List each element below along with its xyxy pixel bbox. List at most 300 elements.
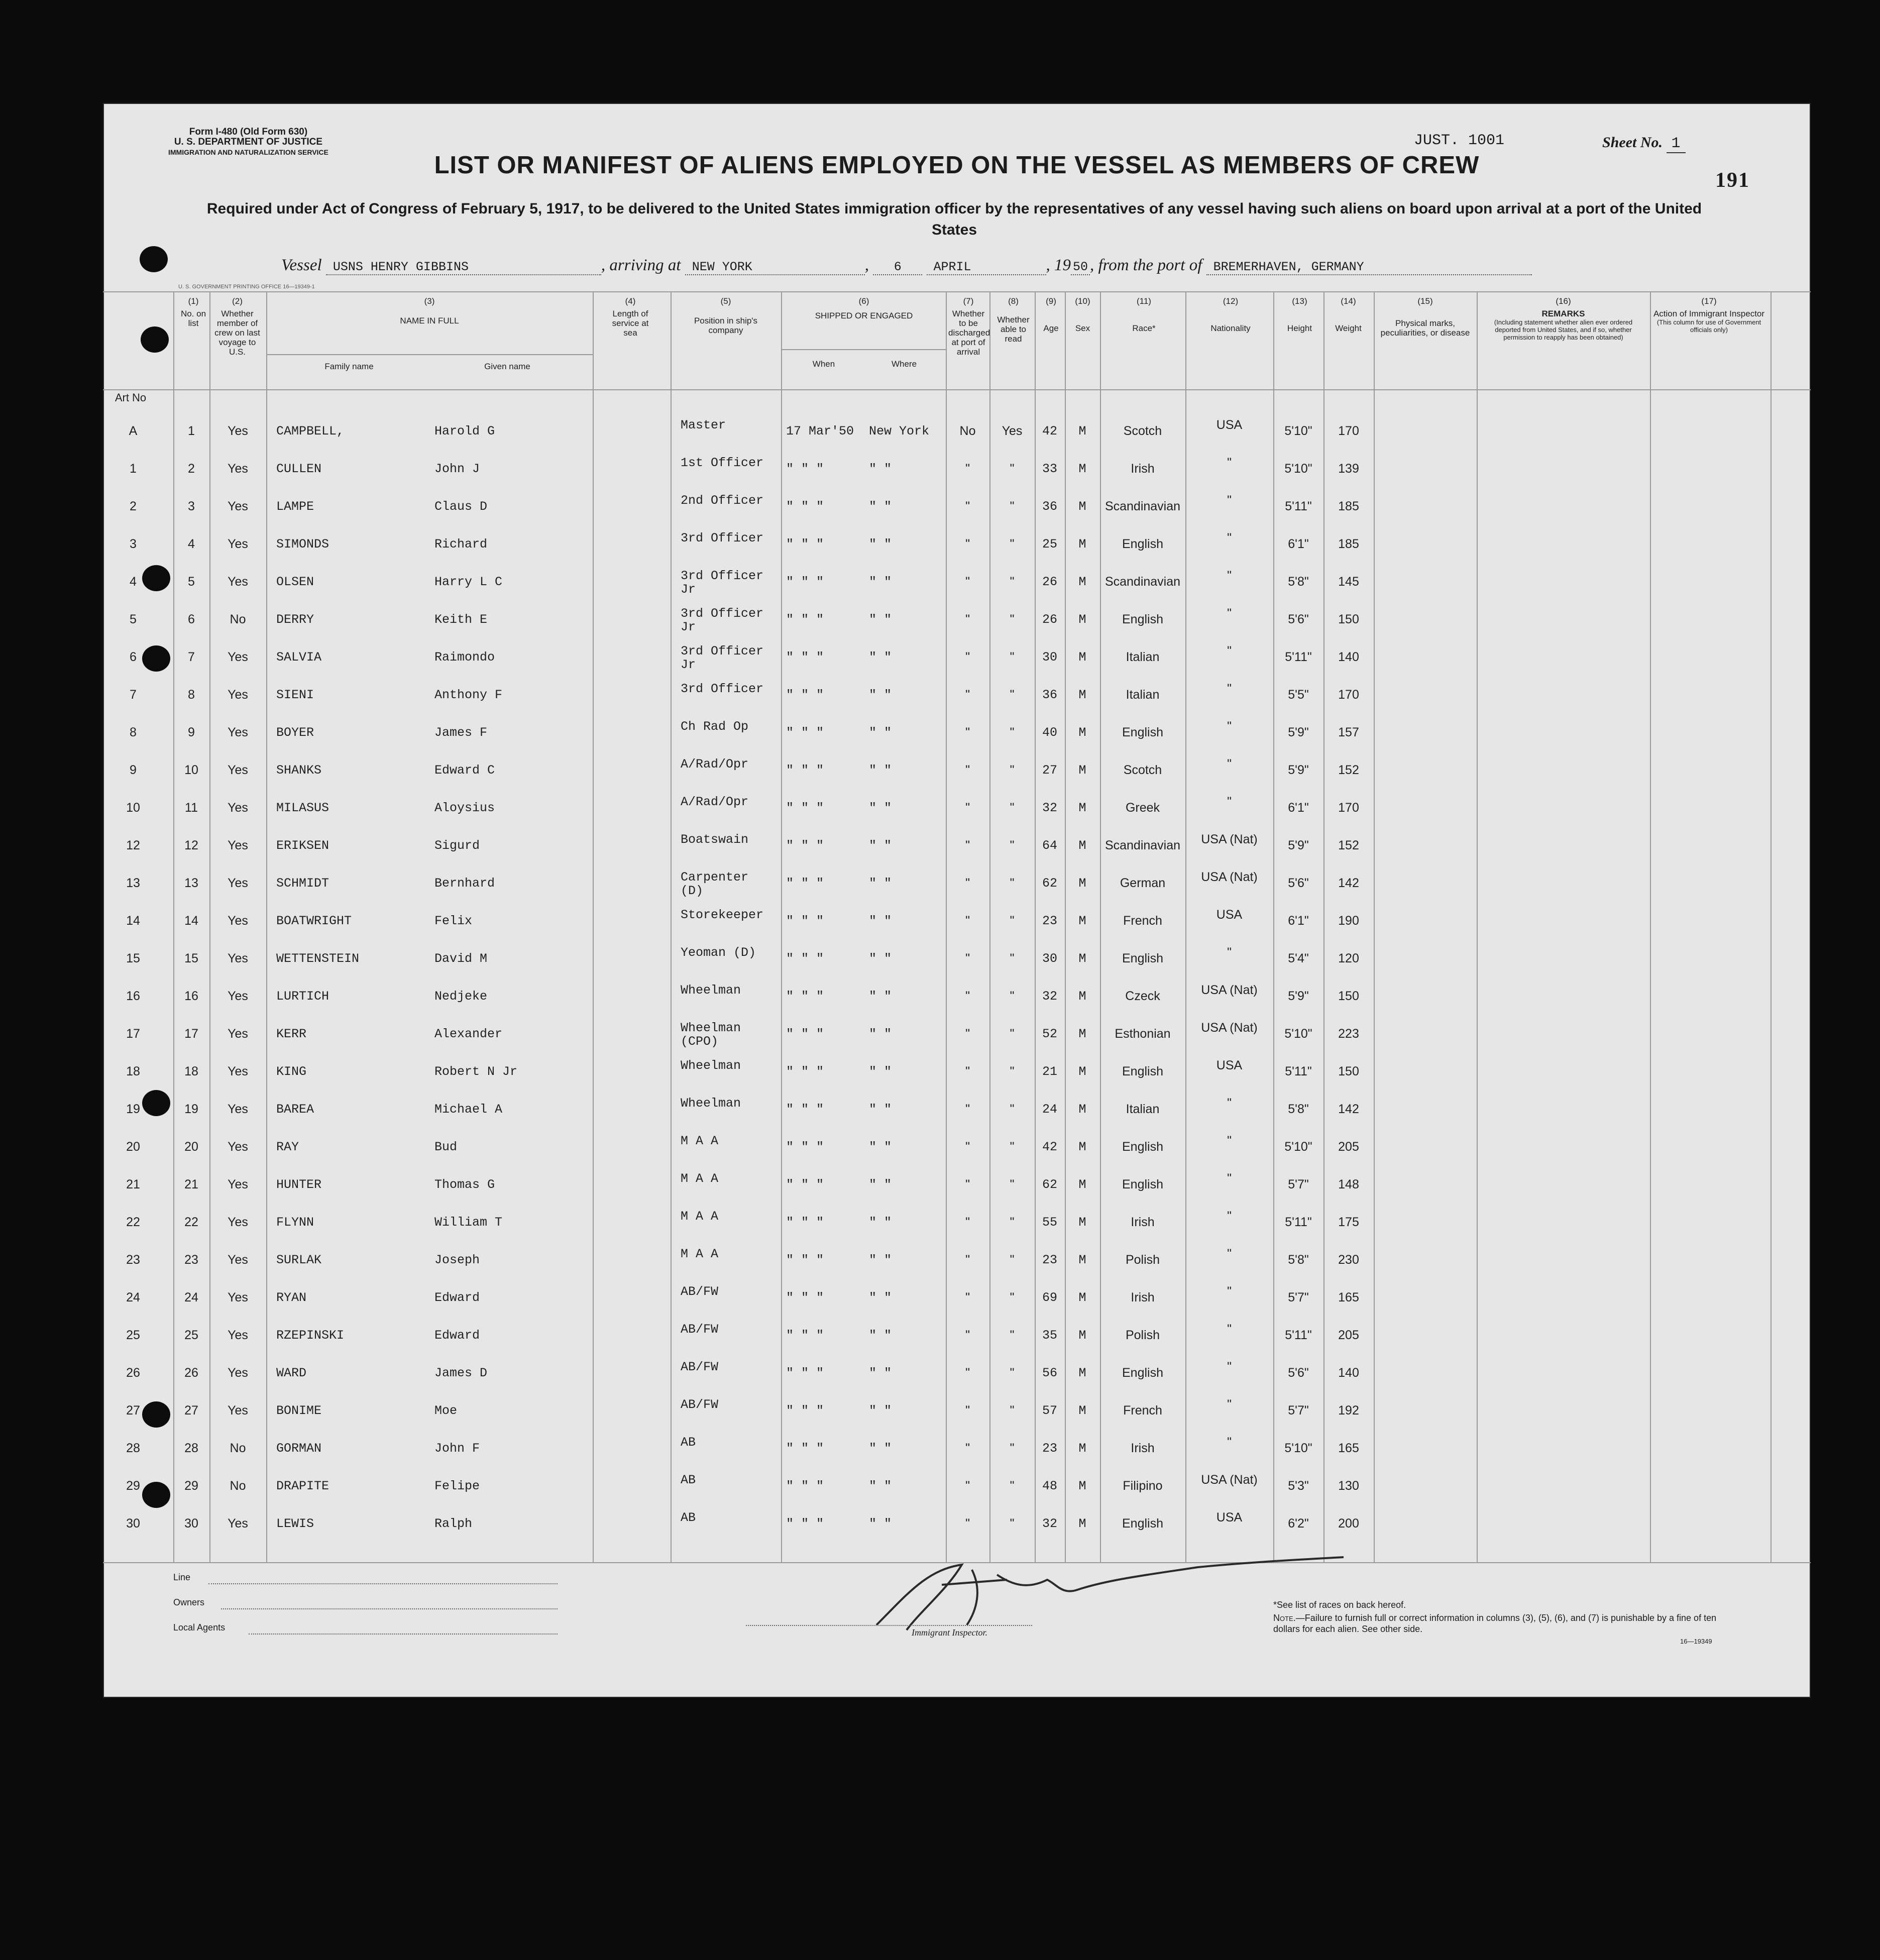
cell-nat: USA — [1216, 418, 1243, 432]
cell-race: Scandinavian — [1104, 838, 1181, 852]
cell-disch: " — [965, 575, 970, 589]
cell-sex: M — [1078, 1027, 1086, 1041]
cell-no: 2 — [188, 462, 195, 476]
cell-race: English — [1122, 1366, 1163, 1380]
cell-height: 6'2" — [1288, 1516, 1309, 1531]
cell-art: 25 — [126, 1328, 140, 1342]
cell-given: Raimondo — [434, 650, 495, 665]
cell-nat: " — [1227, 1360, 1232, 1374]
cell-age: 27 — [1042, 763, 1057, 778]
cell-no: 16 — [184, 989, 198, 1003]
cell-disch: " — [965, 499, 970, 513]
cell-age: 62 — [1042, 876, 1057, 891]
cell-art: 28 — [126, 1441, 140, 1455]
cell-age: 40 — [1042, 725, 1057, 740]
arrival-day: 6 — [873, 260, 922, 275]
cell-given: David M — [434, 951, 488, 966]
cell-no: 10 — [184, 763, 198, 777]
cell-when: " " " — [786, 650, 824, 665]
cell-read: " — [1010, 650, 1015, 664]
cell-given: Moe — [434, 1403, 458, 1418]
cell-when: " " " — [786, 1366, 824, 1380]
col-header-art-no: Art No — [115, 391, 147, 404]
cell-age: 42 — [1042, 424, 1057, 439]
cell-sex: M — [1078, 801, 1086, 815]
cell-weight: 145 — [1338, 575, 1359, 589]
cell-when: " " " — [786, 612, 824, 627]
cell-no: 29 — [184, 1479, 198, 1493]
cell-height: 5'10" — [1284, 1027, 1312, 1041]
cell-given: Robert N Jr — [434, 1064, 518, 1079]
col-header-nationality: (12) Nationality — [1210, 296, 1251, 333]
cell-race: Polish — [1125, 1328, 1160, 1342]
cell-position: 3rd Officer — [681, 682, 764, 696]
cell-position: AB — [681, 1473, 696, 1487]
races-note: *See list of races on back hereof. — [1273, 1600, 1406, 1610]
cell-height: 6'1" — [1288, 537, 1309, 551]
cell-height: 5'7" — [1288, 1290, 1309, 1304]
cell-age: 55 — [1042, 1215, 1057, 1230]
cell-height: 5'9" — [1288, 838, 1309, 852]
cell-race: Irish — [1131, 462, 1155, 476]
cell-where: " " — [869, 1140, 892, 1154]
cell-family: RAY — [276, 1140, 299, 1154]
cell-family: BONIME — [276, 1403, 322, 1418]
col-header-physical-marks: (15) Physical marks, peculiarities, or disease — [1380, 296, 1470, 338]
cell-race: Polish — [1125, 1253, 1160, 1267]
cell-no: 18 — [184, 1064, 198, 1078]
cell-family: DRAPITE — [276, 1479, 329, 1493]
cell-art: 9 — [130, 763, 137, 777]
cell-age: 36 — [1042, 499, 1057, 514]
column-rule — [1374, 291, 1375, 1562]
cell-no: 19 — [184, 1102, 198, 1116]
cell-last: Yes — [228, 575, 248, 589]
cell-age: 56 — [1042, 1366, 1057, 1380]
cell-weight: 175 — [1338, 1215, 1359, 1229]
cell-race: Irish — [1131, 1290, 1155, 1304]
arriving-port: NEW YORK — [685, 260, 865, 275]
cell-age: 62 — [1042, 1177, 1057, 1192]
cell-where: " " — [869, 462, 892, 476]
sheet-number-field — [1602, 134, 1686, 152]
cell-read: " — [1010, 1140, 1015, 1154]
cell-art: 6 — [130, 650, 137, 664]
cell-art: 23 — [126, 1253, 140, 1267]
cell-where: " " — [869, 1064, 892, 1079]
cell-no: 15 — [184, 951, 198, 965]
cell-family: ERIKSEN — [276, 838, 329, 853]
cell-weight: 140 — [1338, 650, 1359, 664]
cell-race: Esthonian — [1115, 1027, 1171, 1041]
cell-last: Yes — [228, 951, 248, 965]
note-text: —Failure to furnish full or correct information in columns (3), (5), (6), and (7) is punishable by a fine of ten dollars for each alien. See other side. — [1273, 1613, 1717, 1634]
cell-no: 8 — [188, 688, 195, 702]
cell-read: " — [1010, 575, 1015, 589]
cell-no: 3 — [188, 499, 195, 513]
cell-given: James F — [434, 725, 488, 740]
col-header-shipped: (6) SHIPPED OR ENGAGED — [815, 296, 913, 320]
cell-age: 30 — [1042, 650, 1057, 665]
cell-no: 26 — [184, 1366, 198, 1380]
cell-family: DERRY — [276, 612, 314, 627]
cell-read: " — [1010, 499, 1015, 513]
cell-when: " " " — [786, 1215, 824, 1230]
cell-nat: USA (Nat) — [1201, 1021, 1258, 1035]
cell-no: 4 — [188, 537, 195, 551]
cell-given: Edward — [434, 1328, 480, 1343]
cell-given: Claus D — [434, 499, 488, 514]
cell-height: 5'3" — [1288, 1479, 1309, 1493]
cell-art: 14 — [126, 914, 140, 928]
cell-no: 22 — [184, 1215, 198, 1229]
cell-sex: M — [1078, 1102, 1086, 1117]
cell-sex: M — [1078, 1403, 1086, 1418]
cell-family: HUNTER — [276, 1177, 322, 1192]
cell-height: 5'10" — [1284, 1441, 1312, 1455]
cell-weight: 165 — [1338, 1441, 1359, 1455]
cell-where: " " — [869, 876, 892, 891]
cell-given: Joseph — [434, 1253, 480, 1267]
cell-no: 20 — [184, 1140, 198, 1154]
cell-last: Yes — [228, 1177, 248, 1191]
cell-nat: " — [1227, 1134, 1232, 1148]
year-prefix: , 19 — [1046, 256, 1071, 274]
note-label: Note. — [1273, 1613, 1296, 1623]
cell-last: Yes — [228, 1253, 248, 1267]
cell-when: " " " — [786, 1102, 824, 1117]
column-rule — [781, 291, 782, 1562]
cell-disch: " — [965, 838, 970, 852]
cell-height: 6'1" — [1288, 801, 1309, 815]
cell-no: 17 — [184, 1027, 198, 1041]
cell-last: Yes — [228, 876, 248, 890]
cell-art: 1 — [130, 462, 137, 476]
cell-disch: " — [965, 462, 970, 476]
cell-no: 13 — [184, 876, 198, 890]
cell-read: " — [1010, 1290, 1015, 1304]
cell-given: John F — [434, 1441, 480, 1456]
cell-sex: M — [1078, 1328, 1086, 1343]
cell-age: 69 — [1042, 1290, 1057, 1305]
cell-last: Yes — [228, 838, 248, 852]
inspector-field — [746, 1624, 1032, 1626]
cell-when: " " " — [786, 1064, 824, 1079]
cell-no: 24 — [184, 1290, 198, 1304]
cell-nat: " — [1227, 606, 1232, 620]
cell-where: " " — [869, 650, 892, 665]
cell-disch: " — [965, 1290, 970, 1304]
cell-weight: 150 — [1338, 612, 1359, 626]
cell-nat: " — [1227, 493, 1232, 507]
cell-weight: 205 — [1338, 1140, 1359, 1154]
cell-art: 17 — [126, 1027, 140, 1041]
cell-family: SURLAK — [276, 1253, 322, 1267]
cell-position: Wheelman — [681, 983, 741, 998]
cell-family: SCHMIDT — [276, 876, 329, 891]
column-rule — [671, 291, 672, 1562]
cell-nat: " — [1227, 644, 1232, 658]
cell-given: Aloysius — [434, 801, 495, 815]
cell-family: BOYER — [276, 725, 314, 740]
cell-height: 5'11" — [1285, 1328, 1312, 1342]
col-header-when: When — [812, 359, 835, 369]
cell-position: Master — [681, 418, 726, 432]
col-header-position: (5) Position in ship's company — [694, 296, 758, 335]
page-stamp-number: 191 — [1715, 169, 1750, 192]
cell-weight: 223 — [1338, 1027, 1359, 1041]
cell-age: 25 — [1042, 537, 1057, 552]
cell-where: " " — [869, 1366, 892, 1380]
cell-age: 36 — [1042, 688, 1057, 702]
cell-age: 32 — [1042, 1516, 1057, 1531]
cell-disch: " — [965, 688, 970, 702]
col-header-age: (9) Age — [1043, 296, 1059, 333]
cell-nat: " — [1227, 1284, 1232, 1298]
punch-hole — [142, 565, 170, 591]
cell-given: Sigurd — [434, 838, 480, 853]
cell-sex: M — [1078, 1479, 1086, 1493]
cell-sex: M — [1078, 989, 1086, 1004]
cell-weight: 170 — [1338, 801, 1359, 815]
cell-last: Yes — [228, 1027, 248, 1041]
cell-read: " — [1010, 1328, 1015, 1342]
cell-read: " — [1010, 1479, 1015, 1493]
cell-sex: M — [1078, 1177, 1086, 1192]
cell-art: 19 — [126, 1102, 140, 1116]
cell-position: Carpenter (D) — [681, 870, 749, 898]
row-rule — [103, 291, 1811, 292]
cell-given: William T — [434, 1215, 503, 1230]
cell-read: " — [1010, 1403, 1015, 1418]
cell-last: Yes — [228, 1328, 248, 1342]
cell-when: " " " — [786, 499, 824, 514]
cell-age: 23 — [1042, 1441, 1057, 1456]
cell-race: English — [1122, 951, 1163, 965]
cell-race: Czeck — [1125, 989, 1160, 1003]
cell-height: 5'11" — [1285, 1215, 1312, 1229]
cell-given: Keith E — [434, 612, 488, 627]
cell-height: 5'10" — [1284, 462, 1312, 476]
cell-height: 5'9" — [1288, 763, 1309, 777]
cell-race: English — [1122, 612, 1163, 626]
column-rule — [593, 291, 594, 1562]
cell-race: German — [1120, 876, 1166, 890]
cell-nat: " — [1227, 1397, 1232, 1411]
owners-field — [221, 1607, 558, 1609]
cell-height: 6'1" — [1288, 914, 1309, 928]
cell-position: AB — [681, 1435, 696, 1450]
cell-age: 23 — [1042, 914, 1057, 928]
cell-read: " — [1010, 1027, 1015, 1041]
col-header-inspector-action: (17) Action of Immigrant Inspector (This column for use of Government officials only) — [1653, 296, 1765, 334]
cell-sex: M — [1078, 1516, 1086, 1531]
cell-position: A/Rad/Opr — [681, 795, 749, 809]
cell-race: Scandinavian — [1104, 499, 1181, 513]
arriving-label: , arriving at — [601, 256, 681, 274]
cell-weight: 170 — [1338, 424, 1359, 438]
cell-sex: M — [1078, 1290, 1086, 1305]
cell-age: 42 — [1042, 1140, 1057, 1154]
cell-family: CAMPBELL, — [276, 424, 345, 439]
cell-height: 5'11" — [1285, 650, 1312, 664]
cell-position: Wheelman — [681, 1096, 741, 1111]
cell-nat: USA — [1216, 1058, 1243, 1072]
cell-where: " " — [869, 1290, 892, 1305]
cell-age: 21 — [1042, 1064, 1057, 1079]
cell-family: MILASUS — [276, 801, 329, 815]
cell-art: 26 — [126, 1366, 140, 1380]
cell-age: 57 — [1042, 1403, 1057, 1418]
cell-age: 24 — [1042, 1102, 1057, 1117]
cell-weight: 185 — [1338, 499, 1359, 513]
cell-weight: 152 — [1338, 763, 1359, 777]
cell-height: 5'7" — [1288, 1177, 1309, 1191]
cell-given: Richard — [434, 537, 488, 552]
cell-art: 20 — [126, 1140, 140, 1154]
arrival-month: APRIL — [927, 260, 1046, 275]
punch-hole — [141, 326, 169, 353]
col-header-height: (13) Height — [1287, 296, 1312, 333]
punch-hole — [142, 645, 170, 672]
cell-age: 26 — [1042, 575, 1057, 589]
cell-no: 23 — [184, 1253, 198, 1267]
col-header-name: (3) NAME IN FULL — [400, 296, 459, 325]
cell-weight: 139 — [1338, 462, 1359, 476]
cell-family: LURTICH — [276, 989, 329, 1004]
cell-weight: 150 — [1338, 989, 1359, 1003]
cell-art: 29 — [126, 1479, 140, 1493]
cell-age: 52 — [1042, 1027, 1057, 1041]
cell-art: A — [129, 424, 138, 438]
cell-family: OLSEN — [276, 575, 314, 589]
cell-art: 15 — [126, 951, 140, 965]
cell-read: Yes — [1002, 424, 1023, 438]
row-rule — [103, 389, 1811, 390]
punch-hole — [142, 1090, 170, 1116]
cell-family: BOATWRIGHT — [276, 914, 352, 928]
col-header-where: Where — [891, 359, 917, 369]
cell-art: 12 — [126, 838, 140, 852]
cell-where: " " — [869, 1027, 892, 1041]
cell-last: Yes — [228, 914, 248, 928]
cell-last: Yes — [228, 1215, 248, 1229]
cell-family: LAMPE — [276, 499, 314, 514]
cell-read: " — [1010, 914, 1015, 928]
cell-family: KING — [276, 1064, 307, 1079]
cell-where: " " — [869, 989, 892, 1004]
cell-sex: M — [1078, 575, 1086, 589]
cell-last: No — [230, 1441, 246, 1455]
cell-when: " " " — [786, 1516, 824, 1531]
cell-read: " — [1010, 612, 1015, 626]
cell-when: " " " — [786, 725, 824, 740]
cell-when: " " " — [786, 838, 824, 853]
cell-given: James D — [434, 1366, 488, 1380]
cell-no: 6 — [188, 612, 195, 626]
punch-hole — [142, 1401, 170, 1428]
column-rule — [1650, 291, 1651, 1562]
cell-where: " " — [869, 1102, 892, 1117]
col-header-no: (1) No. on list — [180, 296, 206, 328]
cell-weight: 205 — [1338, 1328, 1359, 1342]
cell-last: Yes — [228, 462, 248, 476]
cell-age: 35 — [1042, 1328, 1057, 1343]
cell-race: Irish — [1131, 1441, 1155, 1455]
cell-height: 5'4" — [1288, 951, 1309, 965]
cell-last: Yes — [228, 424, 248, 438]
cell-height: 5'11" — [1285, 1064, 1312, 1078]
cell-nat: " — [1227, 1171, 1232, 1185]
cell-when: " " " — [786, 1403, 824, 1418]
cell-weight: 170 — [1338, 688, 1359, 702]
cell-no: 21 — [184, 1177, 198, 1191]
cell-art: 30 — [126, 1516, 140, 1531]
cell-disch: " — [965, 1479, 970, 1493]
cell-race: English — [1122, 1516, 1163, 1531]
cell-last: Yes — [228, 1102, 248, 1116]
cell-no: 27 — [184, 1403, 198, 1418]
cell-when: " " " — [786, 1177, 824, 1192]
cell-age: 26 — [1042, 612, 1057, 627]
cell-where: " " — [869, 838, 892, 853]
cell-disch: " — [965, 1441, 970, 1455]
cell-height: 5'6" — [1288, 612, 1309, 626]
cell-age: 64 — [1042, 838, 1057, 853]
cell-race: Scotch — [1123, 424, 1162, 438]
cell-position: M A A — [681, 1209, 719, 1224]
cell-family: CULLEN — [276, 462, 322, 476]
cell-position: M A A — [681, 1171, 719, 1186]
punch-hole — [142, 1482, 170, 1508]
line-field — [208, 1582, 558, 1584]
col-header-length-service: (4) Length of service at sea — [612, 296, 649, 338]
cell-age: 32 — [1042, 801, 1057, 815]
cell-height: 5'11" — [1285, 499, 1312, 513]
form-code: 16—19349 — [1680, 1638, 1712, 1645]
cell-weight: 230 — [1338, 1253, 1359, 1267]
cell-read: " — [1010, 989, 1015, 1003]
cell-art: 3 — [130, 537, 137, 551]
cell-last: Yes — [228, 989, 248, 1003]
cell-disch: " — [965, 537, 970, 551]
column-rule — [1477, 291, 1478, 1562]
cell-when: " " " — [786, 951, 824, 966]
inspector-label: Immigrant Inspector. — [912, 1627, 987, 1638]
cell-when: " " " — [786, 575, 824, 589]
cell-position: Wheelman — [681, 1058, 741, 1073]
cell-when: " " " — [786, 1479, 824, 1493]
cell-family: FLYNN — [276, 1215, 314, 1230]
cell-disch: " — [965, 1027, 970, 1041]
cell-position: Boatswain — [681, 832, 749, 847]
cell-disch: " — [965, 876, 970, 890]
local-agents-field — [249, 1632, 558, 1635]
vessel-name: USNS HENRY GIBBINS — [326, 260, 601, 275]
column-rule — [266, 291, 267, 1562]
cell-given: Felipe — [434, 1479, 480, 1493]
cell-disch: " — [965, 951, 970, 965]
cell-nat: " — [1227, 1322, 1232, 1336]
cell-position: 2nd Officer — [681, 493, 764, 508]
cell-art: 13 — [126, 876, 140, 890]
cell-last: Yes — [228, 650, 248, 664]
cell-last: Yes — [228, 499, 248, 513]
cell-last: Yes — [228, 1403, 248, 1418]
cell-disch: " — [965, 1253, 970, 1267]
line-label: Line — [173, 1572, 191, 1582]
cell-given: Edward C — [434, 763, 495, 778]
